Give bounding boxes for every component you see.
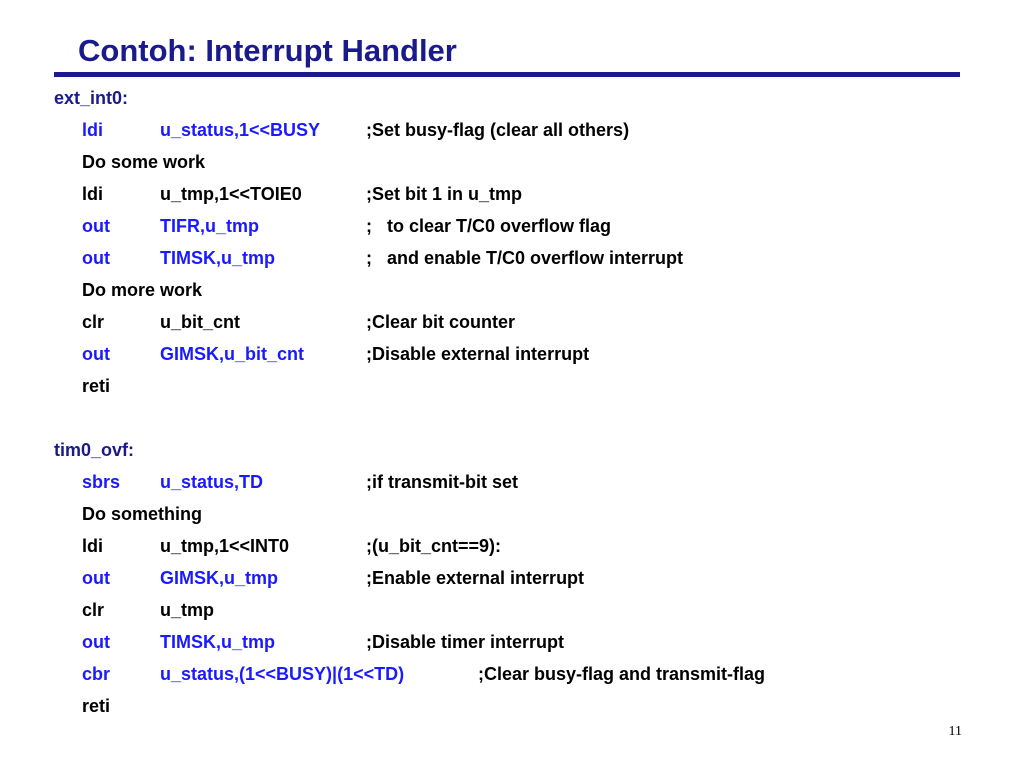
code-label: tim0_ovf: — [54, 440, 135, 460]
code-line — [0, 344, 1024, 376]
code-note: Do something — [82, 504, 202, 524]
code-comment: ;Set bit 1 in u_tmp — [366, 184, 523, 204]
code-mnemonic: out — [82, 344, 110, 364]
code-line — [0, 248, 1024, 280]
code-mnemonic: out — [82, 248, 110, 268]
code-operands: GIMSK,u_tmp — [160, 568, 279, 588]
code-label: ext_int0: — [54, 88, 129, 108]
code-note-line — [0, 152, 1024, 184]
code-comment: ; to clear T/C0 overflow flag — [366, 216, 612, 236]
code-line — [0, 664, 1024, 696]
code-mnemonic: clr — [82, 312, 105, 332]
code-operands: u_status,(1<<BUSY)|(1<<TD) — [160, 664, 405, 684]
code-comment: ;Disable external interrupt — [366, 344, 590, 364]
code-operands: u_status,TD — [160, 472, 264, 492]
code-note: Do some work — [82, 152, 206, 172]
code-line — [0, 472, 1024, 504]
code-comment: ;Clear busy-flag and transmit-flag — [478, 664, 766, 684]
code-comment: ;Enable external interrupt — [366, 568, 585, 588]
code-mnemonic: ldi — [82, 184, 103, 204]
code-operands: u_tmp,1<<TOIE0 — [160, 184, 302, 204]
code-operands: GIMSK,u_bit_cnt — [160, 344, 305, 364]
code-comment: ;Set busy-flag (clear all others) — [366, 120, 630, 140]
page-title: Contoh: Interrupt Handler — [78, 33, 457, 68]
code-mnemonic: reti — [82, 696, 111, 716]
code-line — [0, 696, 1024, 728]
page-number: 11 — [948, 724, 962, 739]
code-line — [0, 216, 1024, 248]
code-operands: u_status,1<<BUSY — [160, 120, 321, 140]
code-note: Do more work — [82, 280, 203, 300]
code-line — [0, 376, 1024, 408]
code-line — [0, 568, 1024, 600]
code-mnemonic: ldi — [82, 120, 103, 140]
code-line — [0, 312, 1024, 344]
code-mnemonic: reti — [82, 376, 111, 396]
code-operands: TIFR,u_tmp — [160, 216, 259, 236]
code-comment: ;Disable timer interrupt — [366, 632, 565, 652]
code-line — [0, 600, 1024, 632]
code-mnemonic: out — [82, 568, 110, 588]
title-divider — [54, 72, 960, 77]
code-comment: ;Clear bit counter — [366, 312, 516, 332]
code-line — [0, 536, 1024, 568]
code-listing — [0, 88, 1024, 728]
code-comment: ;(u_bit_cnt==9): — [366, 536, 502, 556]
code-mnemonic: cbr — [82, 664, 111, 684]
code-line — [0, 120, 1024, 152]
code-label-line — [0, 88, 1024, 120]
code-mnemonic: out — [82, 632, 110, 652]
blank-line — [0, 408, 1024, 440]
code-note-line — [0, 504, 1024, 536]
code-mnemonic: out — [82, 216, 110, 236]
code-comment: ; and enable T/C0 overflow interrupt — [366, 248, 684, 268]
code-operands: u_bit_cnt — [160, 312, 241, 332]
code-line — [0, 632, 1024, 664]
code-mnemonic: clr — [82, 600, 105, 620]
code-operands: u_tmp,1<<INT0 — [160, 536, 290, 556]
code-line — [0, 184, 1024, 216]
code-label-line — [0, 440, 1024, 472]
code-note-line — [0, 280, 1024, 312]
code-operands: TIMSK,u_tmp — [160, 248, 275, 268]
code-comment: ;if transmit-bit set — [366, 472, 519, 492]
code-operands: u_tmp — [160, 600, 214, 620]
code-operands: TIMSK,u_tmp — [160, 632, 275, 652]
code-mnemonic: sbrs — [82, 472, 121, 492]
code-mnemonic: ldi — [82, 536, 103, 556]
